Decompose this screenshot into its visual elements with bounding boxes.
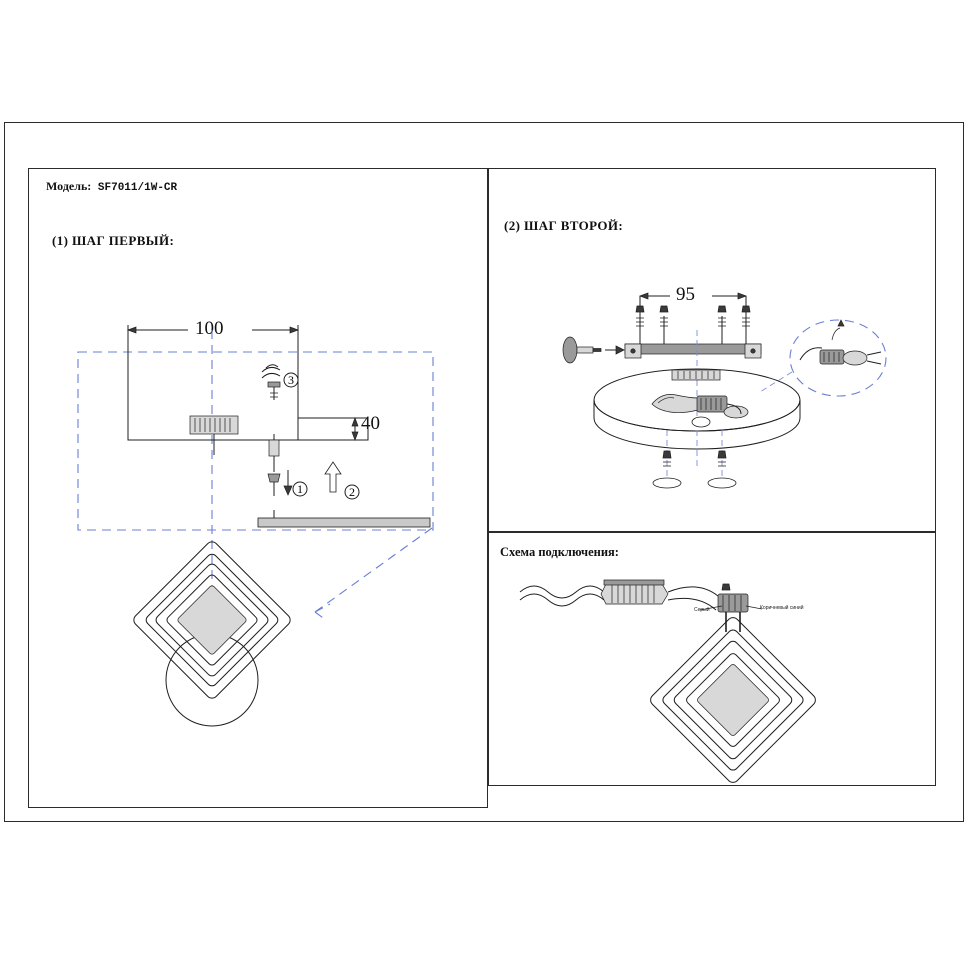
product-preview-wiring	[648, 615, 818, 785]
marker-1-label: 1	[297, 482, 303, 496]
model-prefix: Модель:	[46, 179, 92, 193]
supply-cable-lower	[520, 594, 604, 606]
marker-3-label: 3	[288, 373, 294, 387]
wiring-terminal-block	[718, 584, 748, 632]
model-code: SF7011/1W-CR	[97, 182, 178, 194]
leader-neutral	[746, 606, 762, 609]
dimension-depth-40: 40	[361, 413, 380, 434]
dimension-width-100: 100	[195, 318, 224, 339]
step-one-title: (1) ШАГ ПЕРВЫЙ:	[52, 233, 175, 248]
step-two-title: (2) ШАГ ВТОРОЙ:	[504, 218, 624, 233]
led-driver	[601, 580, 668, 604]
supply-cable-upper	[520, 586, 604, 598]
wire-label-neutral: Коричневый синий	[760, 605, 804, 611]
dimension-span-95: 95	[676, 284, 695, 305]
wiring-title: Схема подключения:	[500, 545, 619, 559]
wire-label-live: Серый	[694, 607, 710, 613]
driver-output-cable	[668, 587, 718, 596]
marker-2-label: 2	[349, 485, 355, 499]
